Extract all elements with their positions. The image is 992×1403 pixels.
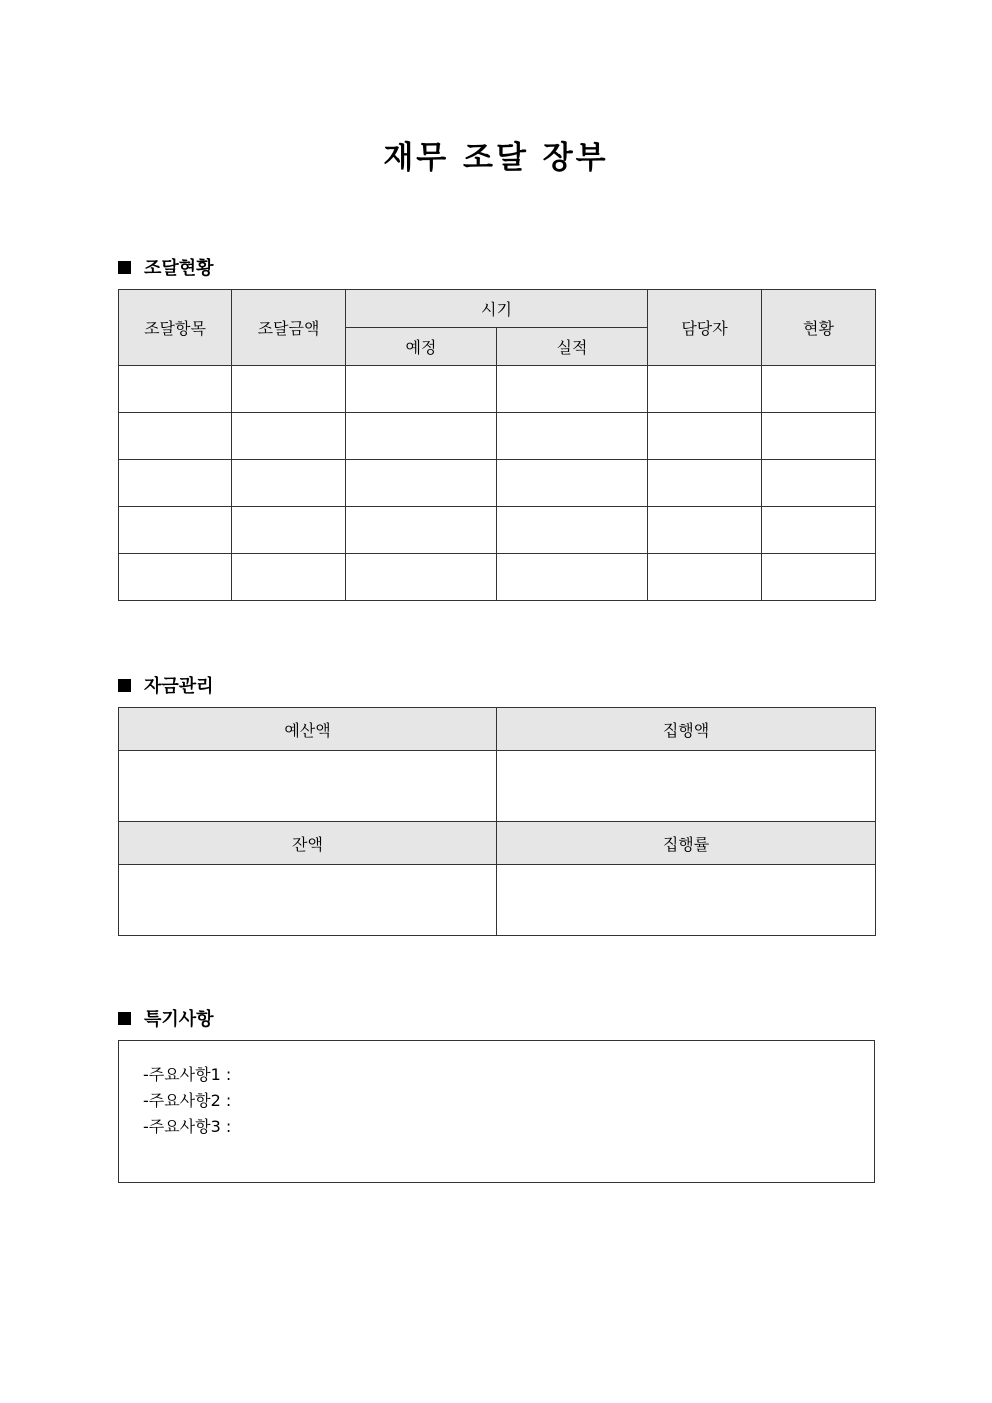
table-row [119,460,876,507]
table-cell[interactable] [648,554,762,601]
table-cell[interactable] [762,366,876,413]
executed-value-cell[interactable] [497,751,876,822]
table-cell[interactable] [497,366,648,413]
table-row [119,507,876,554]
table-cell[interactable] [232,366,346,413]
table-cell[interactable] [346,554,497,601]
section-heading-funds [118,672,214,698]
note-line: -주요사항3 : [143,1117,232,1136]
note-line: -주요사항2 : [143,1091,232,1110]
header-planned: 예정 [346,328,497,366]
budget-value-cell[interactable] [119,751,497,822]
table-cell[interactable] [346,366,497,413]
table-cell[interactable] [119,554,232,601]
table-cell[interactable] [119,460,232,507]
table-cell[interactable] [119,366,232,413]
table-row [119,413,876,460]
table-cell[interactable] [232,460,346,507]
header-actual: 실적 [497,328,648,366]
square-bullet-icon [118,679,131,692]
rate-value-cell[interactable] [497,865,876,936]
table-cell[interactable] [119,413,232,460]
table-cell[interactable] [648,507,762,554]
procurement-table [118,289,876,601]
table-cell[interactable] [762,507,876,554]
header-executed: 집행액 [497,708,876,751]
header-timing: 시기 [346,290,648,328]
note-line: -주요사항1 : [143,1065,232,1084]
table-cell[interactable] [762,413,876,460]
table-cell[interactable] [648,460,762,507]
page-title: 재무 조달 장부 [383,140,609,176]
header-budget: 예산액 [119,708,497,751]
table-cell[interactable] [232,413,346,460]
square-bullet-icon [118,261,131,274]
funds-table [118,707,876,936]
section-heading-label: 자금관리 [144,676,214,697]
notes-box[interactable] [118,1040,875,1183]
table-cell[interactable] [648,413,762,460]
header-status: 현황 [762,290,876,366]
section-heading-label: 조달현황 [144,258,214,279]
header-amount: 조달금액 [232,290,346,366]
table-cell[interactable] [232,507,346,554]
table-row [119,366,876,413]
table-cell[interactable] [119,507,232,554]
header-balance: 잔액 [119,822,497,865]
section-heading-notes [118,1005,214,1031]
square-bullet-icon [118,1012,131,1025]
header-rate: 집행률 [497,822,876,865]
table-cell[interactable] [497,413,648,460]
header-manager: 담당자 [648,290,762,366]
table-cell[interactable] [346,507,497,554]
table-row [119,554,876,601]
table-cell[interactable] [497,554,648,601]
table-cell[interactable] [497,507,648,554]
header-item: 조달항목 [119,290,232,366]
table-cell[interactable] [346,413,497,460]
balance-value-cell[interactable] [119,865,497,936]
table-cell[interactable] [497,460,648,507]
table-cell[interactable] [762,554,876,601]
section-heading-procurement [118,254,214,280]
table-cell[interactable] [346,460,497,507]
table-cell[interactable] [762,460,876,507]
table-cell[interactable] [232,554,346,601]
table-cell[interactable] [648,366,762,413]
section-heading-label: 특기사항 [144,1009,214,1030]
